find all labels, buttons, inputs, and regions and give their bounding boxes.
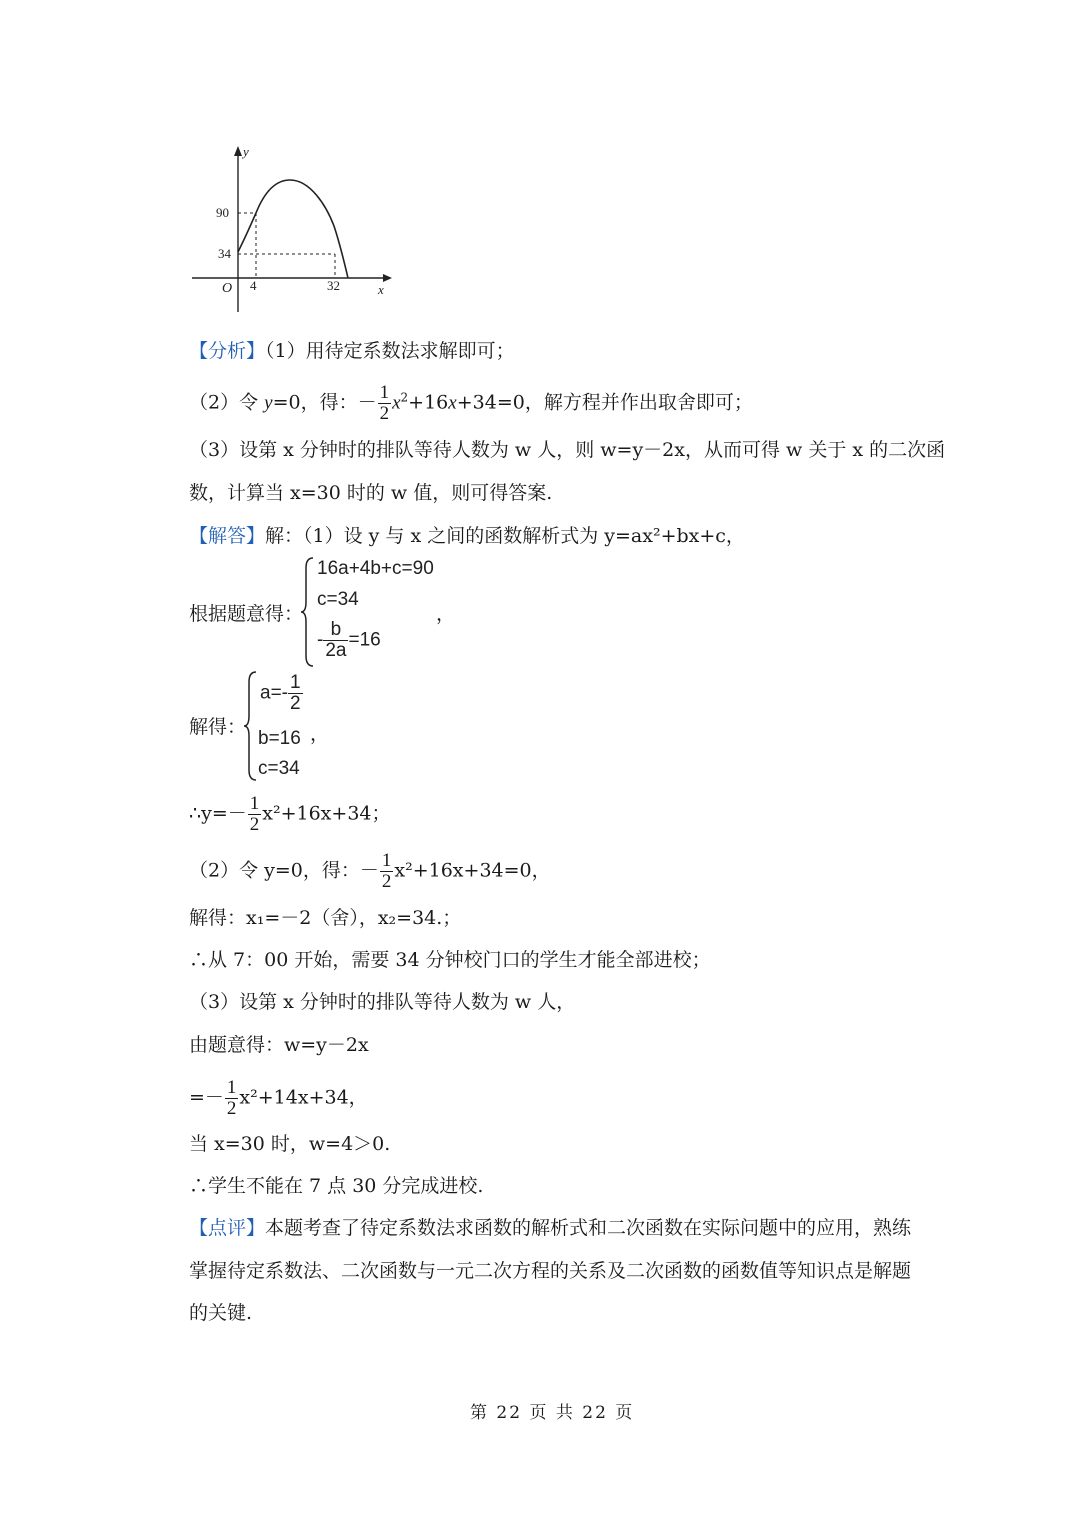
result-y-post: x²+16x+34； bbox=[262, 802, 391, 825]
x-tick-32: 32 bbox=[327, 278, 340, 293]
fraction-half: $\frac{1}{2}$ bbox=[379, 382, 390, 424]
part3-fraction: $\frac{1}{2}$ bbox=[226, 1077, 237, 1119]
system1-label: 根据题意得： bbox=[189, 603, 304, 625]
system2-eq2: b=16 bbox=[258, 728, 301, 749]
result-y-pre: ∴y=－ bbox=[189, 802, 247, 825]
system1-eq3: - $\frac{b}{2a}$ =16 bbox=[317, 619, 381, 661]
review-tag: 【点评】 bbox=[189, 1217, 266, 1239]
part2-conclusion: ∴从 7：00 开始，需要 34 分钟校门口的学生才能全部进校； bbox=[189, 949, 711, 971]
analysis-line-1 bbox=[189, 338, 515, 364]
part3-eq2 bbox=[189, 1078, 368, 1119]
y-axis-label: y bbox=[243, 144, 249, 159]
x-axis-arrow bbox=[383, 274, 392, 282]
origin-label: O bbox=[222, 281, 233, 296]
parabola-curve bbox=[238, 180, 348, 278]
review-line-2: 掌握待定系数法、二次函数与一元二次方程的关系及二次函数的函数值等知识点是解题 bbox=[189, 1260, 912, 1282]
solution-intro-line bbox=[189, 523, 745, 549]
result-y-line bbox=[189, 794, 391, 835]
y-axis-arrow bbox=[234, 146, 242, 156]
review-line-1 bbox=[189, 1215, 911, 1241]
system1-eq1: 16a+4b+c=90 bbox=[317, 558, 434, 579]
y-tick-90: 90 bbox=[216, 205, 229, 220]
analysis-part2-pre: （2）令 bbox=[189, 391, 265, 414]
x-axis-label: x bbox=[378, 282, 384, 297]
page-footer: 第 22 页 共 22 页 bbox=[470, 1403, 635, 1423]
part2-post: x²+16x+34=0， bbox=[394, 859, 551, 882]
system1-comma: ， bbox=[436, 603, 456, 625]
system2-comma: ， bbox=[310, 723, 330, 745]
system1-brace bbox=[300, 556, 316, 668]
part3-eq1: 由题意得：w=y－2x bbox=[189, 1034, 369, 1056]
analysis-line-4: 数，计算当 x=30 时的 w 值，则可得答案. bbox=[189, 482, 553, 504]
system2-eq1: a=- $\frac{1}{2}$ bbox=[260, 672, 301, 714]
analysis-part2-post: =0，解方程并作出取舍即可； bbox=[496, 391, 753, 414]
part3-intro: （3）设第 x 分钟时的排队等待人数为 w 人， bbox=[189, 991, 576, 1013]
analysis-part1: （1）用待定系数法求解即可； bbox=[265, 340, 515, 362]
x-tick-4: 4 bbox=[250, 278, 257, 293]
part2-line bbox=[189, 851, 551, 892]
part2-fraction: $\frac{1}{2}$ bbox=[381, 850, 392, 892]
system2-eq3: c=34 bbox=[258, 758, 300, 779]
analysis-line-2: （2）令 y=0，得：－ $\frac{1}{2}$ $x^2+16x+34=0$，解方程并作出取舍即可； bbox=[189, 382, 753, 424]
part3-eq2-post: x²+14x+34， bbox=[239, 1086, 368, 1109]
part2-solve: 解得：x₁=－2（舍），x₂=34.； bbox=[189, 907, 462, 929]
review-text-1: 本题考查了待定系数法求函数的解析式和二次函数在实际问题中的应用，熟练 bbox=[265, 1217, 912, 1239]
system2-label: 解得： bbox=[189, 716, 247, 738]
analysis-line-3: （3）设第 x 分钟时的排队等待人数为 w 人，则 w=y－2x，从而可得 w 关于 x 的二次函 bbox=[189, 439, 946, 461]
result-y-fraction: $\frac{1}{2}$ bbox=[249, 793, 260, 835]
review-line-3: 的关键. bbox=[189, 1302, 253, 1324]
parabola-graph bbox=[180, 140, 410, 320]
system1-eq2: c=34 bbox=[317, 589, 359, 610]
part3-eval: 当 x=30 时，w=4＞0. bbox=[189, 1133, 391, 1155]
part2-pre: （2）令 y=0，得：－ bbox=[189, 859, 379, 882]
part3-eq2-pre: =－ bbox=[189, 1086, 224, 1109]
solution-intro: 解：（1）设 y 与 x 之间的函数解析式为 y=ax²+bx+c， bbox=[265, 525, 745, 547]
y-tick-34: 34 bbox=[218, 246, 231, 261]
system2-brace bbox=[243, 670, 259, 782]
solution-tag: 【解答】 bbox=[189, 525, 266, 547]
analysis-part2-eq: =0，得：－ bbox=[272, 391, 377, 414]
part3-conclusion: ∴学生不能在 7 点 30 分完成进校. bbox=[189, 1175, 484, 1197]
analysis-tag: 【分析】 bbox=[189, 340, 266, 362]
